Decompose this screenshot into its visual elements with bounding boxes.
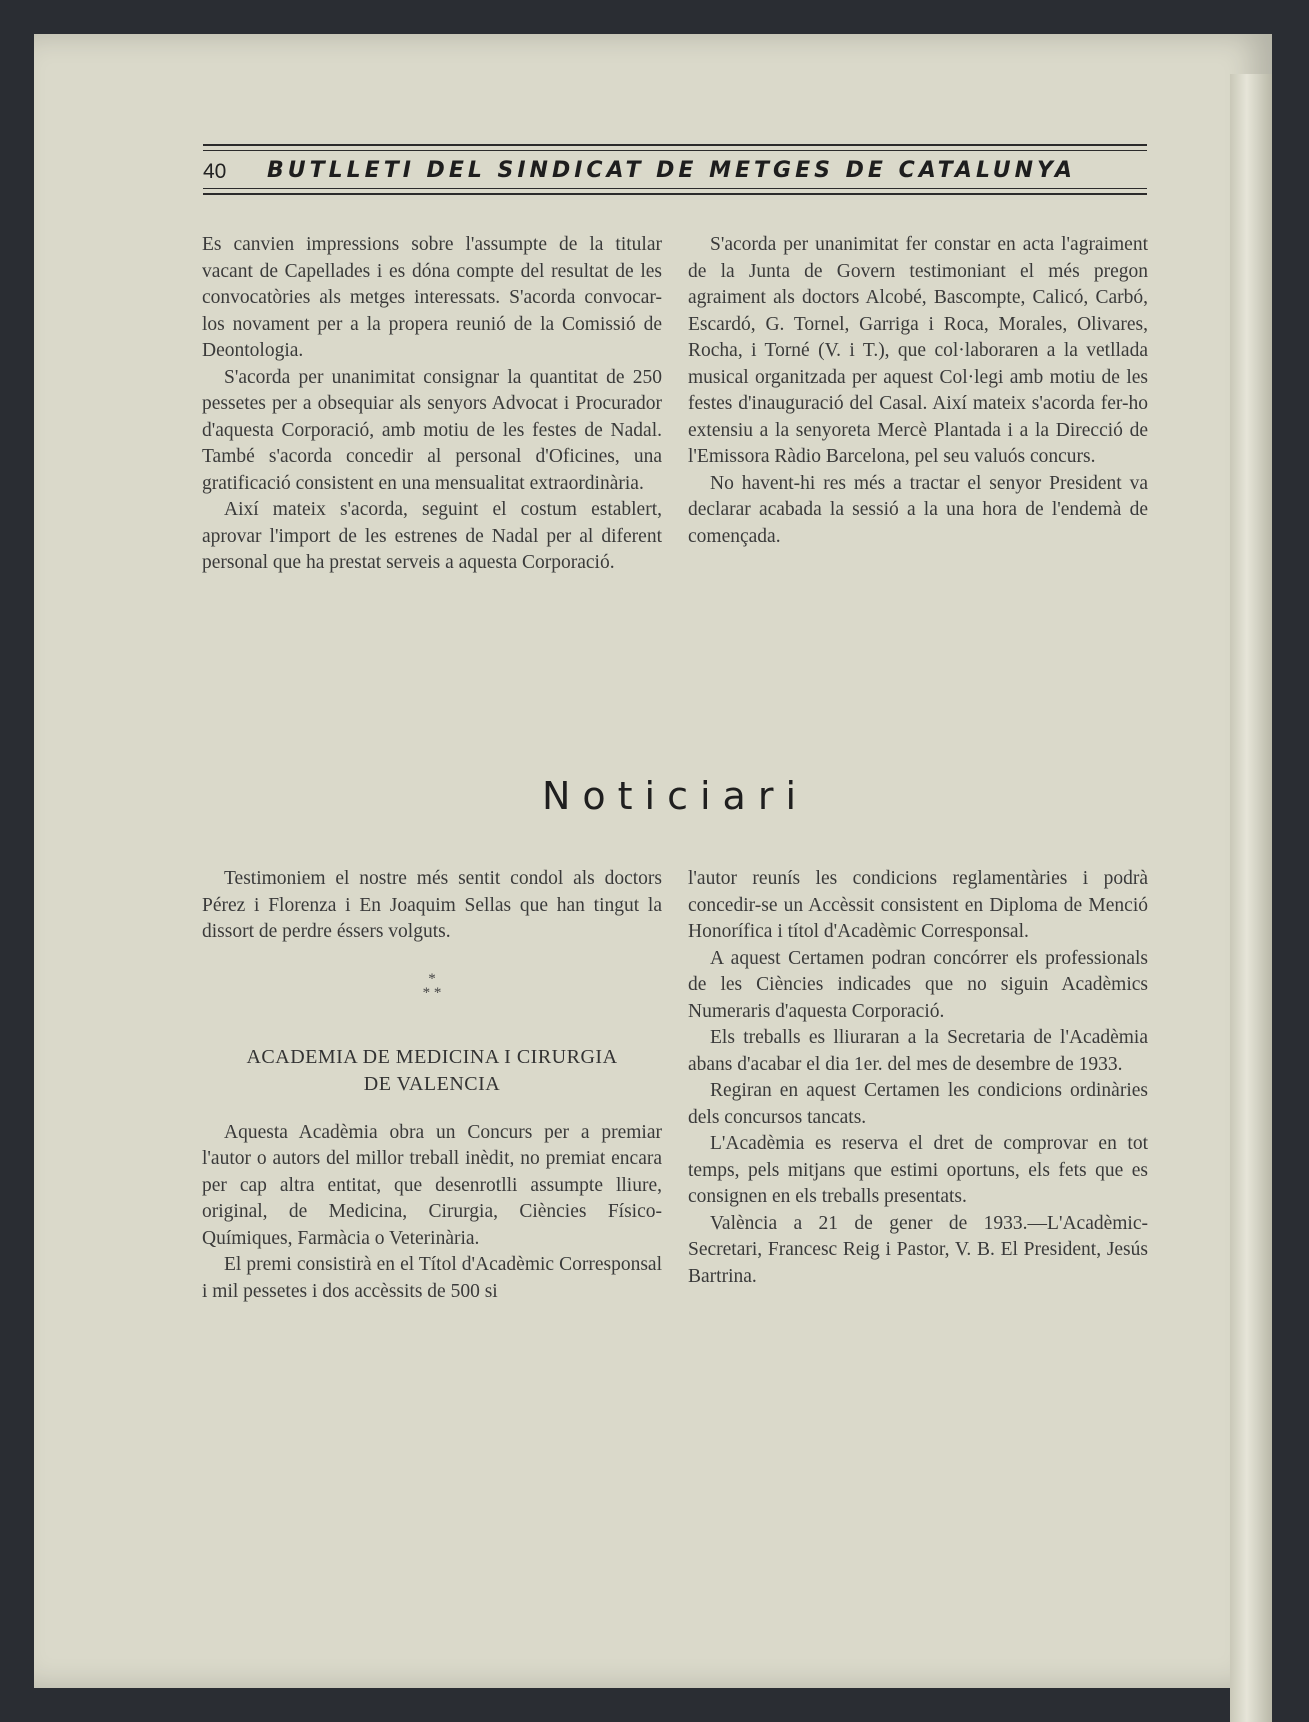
paragraph: Regiran en aquest Certamen les condicions ordinàries dels concursos tancats. (688, 1080, 1148, 1128)
asterism-bottom: * * (422, 984, 442, 1001)
paragraph: No havent-hi res més a tractar el senyor President va declarar acabada la sessió a la una hora de l'endemà de començada. (688, 472, 1148, 547)
asterism (202, 972, 662, 1000)
section-title: Noticiari (541, 774, 809, 818)
paragraph: Aquesta Acadèmia obra un Concurs per a premiar l'autor o autors del millor treball inèdit, no premiat encara per cap altra entitat, que desenrotlli assumpte lliure, original, de Medicina, Cirurgia, Ciències Físico-Químiques, Farmàcia o Veterinària. (202, 1121, 662, 1249)
paragraph: Així mateix s'acorda, seguint el costum establert, aprovar l'import de les estrenes de Nadal per al diferent personal que ha prestat serveis a aquesta Corporació. (202, 499, 662, 573)
paragraph: S'acorda per unanimitat consignar la quantitat de 250 pessetes per a obsequiar als senyors Advocat i Procurador d'aquesta Corporació, amb motiu de les festes de Nadal. També s'acorda concedir al personal d'Oficines, una gratificació consistent en una mensualitat extraordinària. (202, 366, 662, 494)
paragraph: València a 21 de gener de 1933.—L'Acadèmic-Secretari, Francesc Reig i Pastor, V. B. El President, Jesús Bartrina. (688, 1212, 1148, 1287)
academy-heading-line1: ACADEMIA DE MEDICINA I CIRURGIA (246, 1045, 618, 1068)
paragraph: A aquest Certamen podran concórrer els professionals de les Ciències indicades que no siguin Acadèmics Numeraris d'aquesta Corporació. (688, 947, 1148, 1022)
header-rule (203, 188, 1147, 189)
page-number: 40 (203, 160, 227, 183)
running-header (203, 140, 1147, 200)
minutes-left-column (202, 232, 662, 577)
minutes-right-column (688, 232, 1148, 550)
asterism-top: * (428, 970, 436, 987)
paragraph: L'Acadèmia es reserva el dret de comprovar en tot temps, pels mitjans que estimi oportuns, els fets que es consignen en els treballs presentats. (688, 1133, 1148, 1207)
paragraph: l'autor reunís les condicions reglamentàries i podrà concedir-se un Accèssit consistent en Diploma de Menció Honorífica i títol d'Acadèmic Corresponsal. (688, 868, 1148, 942)
paragraph: Els treballs es lliuraran a la Secretaria de l'Acadèmia abans d'acabar el dia 1er. del mes de desembre de 1933. (688, 1027, 1148, 1075)
news-right-column (688, 866, 1148, 1290)
paragraph: S'acorda per unanimitat fer constar en acta l'agraiment de la Junta de Govern testimoniant el més pregon agraiment als doctors Alcobé, Bascompte, Calicó, Carbó, Escardó, G. Tornel, Garriga i Roca, Morales, Olivares, Rocha, i Torné (V. i T.), que col·laboraren a la vetllada musical organitzada per aquest Col·legi amb motiu de les festes d'inauguració del Casal. Així mateix s'acorda fer-ho extensiu a la senyoreta Mercè Plantada i a la Direcció de l'Emissora Ràdio Barcelona, pel seu valuós concurs. (688, 234, 1148, 467)
header-rule (203, 150, 1147, 151)
academy-heading-line2: DE VALENCIA (363, 1072, 501, 1095)
header-rule (203, 193, 1147, 195)
header-rule (203, 144, 1147, 146)
page-edge (1230, 74, 1272, 1722)
paragraph: Es canvien impressions sobre l'assumpte de la titular vacant de Capellades i es dóna compte del resultat de les convocatòries als metges interessats. S'acorda convocar-los novament per a la propera reunió de la Comissió de Deontologia. (202, 234, 662, 361)
running-title: BUTLLETI DEL SINDICAT DE METGES DE CATALUNYA (267, 158, 1076, 183)
paragraph: El premi consistirà en el Títol d'Acadèmic Corresponsal i mil pessetes i dos accèssits de 500 si (202, 1254, 662, 1302)
condolence-paragraph: Testimoniem el nostre més sentit condol als doctors Pérez i Florenza i En Joaquim Sellas que han tingut la dissort de perdre éssers volguts. (202, 868, 662, 942)
news-left-column (202, 866, 662, 1305)
academy-heading (202, 1044, 662, 1098)
